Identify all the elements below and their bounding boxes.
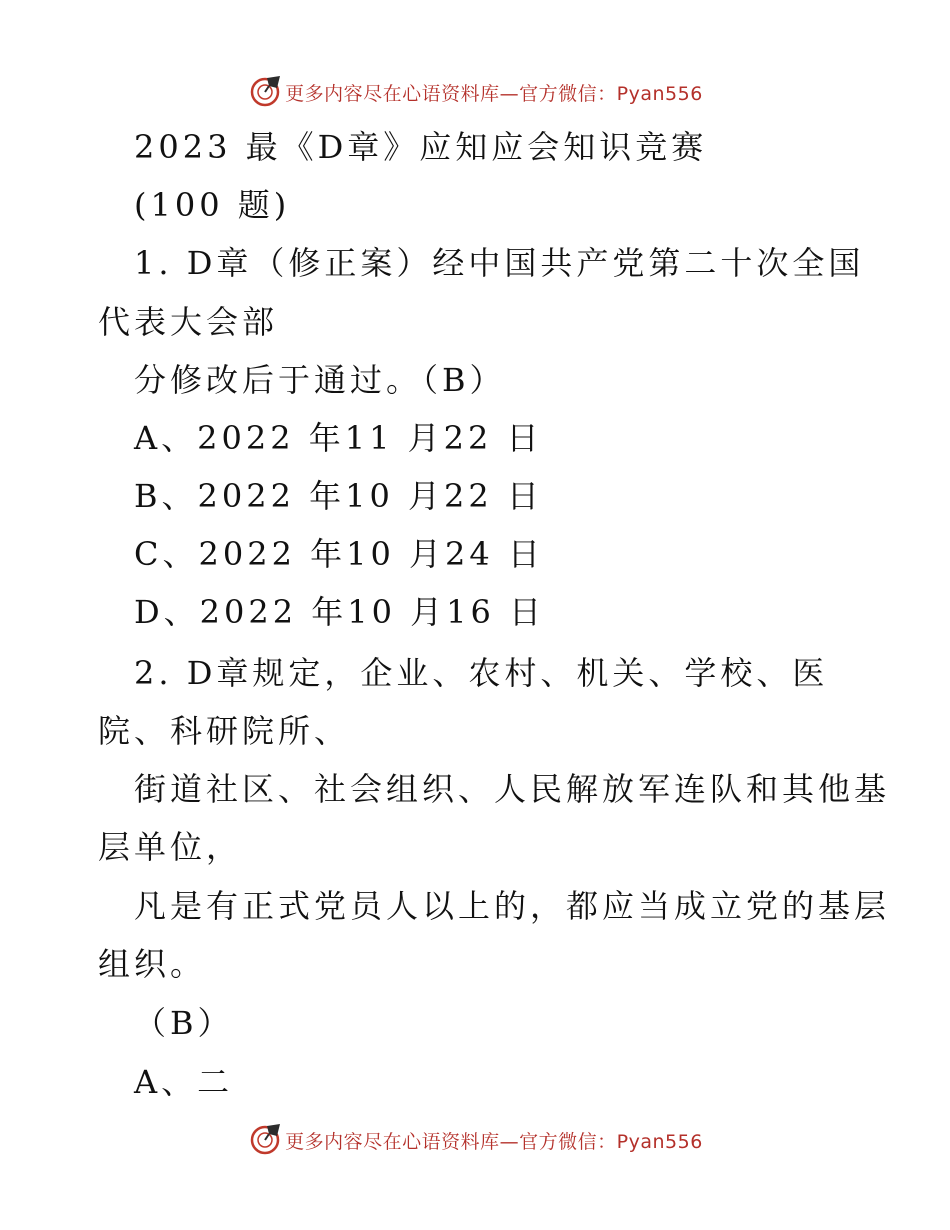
watermark-banner-bottom [0, 1120, 950, 1160]
question-1-text: 分修改后于通过。（B） [134, 361, 506, 399]
question-2-text: 院、科研院所、 [98, 712, 351, 750]
question-1-option-d: D、2022 年10 月16 日 [134, 593, 546, 631]
watermark-text: 更多内容尽在心语资料库—官方微信：Pyan556 [285, 1130, 703, 1153]
question-1-option-a: A、2022 年11 月22 日 [134, 419, 543, 457]
question-2-option-a: A、二 [134, 1063, 234, 1101]
pen-nib-seal-icon [247, 74, 283, 110]
question-2-answer: （B） [134, 1004, 234, 1042]
question-1-option-c: C、2022 年10 月24 日 [134, 535, 544, 573]
question-2-text: 2. D章规定，企业、农村、机关、学校、医 [134, 654, 829, 692]
question-2-text: 组织。 [98, 945, 207, 983]
question-1-option-b: B、2022 年10 月22 日 [134, 477, 543, 515]
question-2-text: 凡是有正式党员人以上的，都应当成立党的基层 [134, 887, 891, 925]
document-subtitle: (100 题) [134, 186, 291, 224]
document-title: 2023 最《D章》应知应会知识竞赛 [134, 128, 708, 166]
pen-nib-seal-icon [247, 1122, 283, 1158]
question-2-text: 层单位， [98, 828, 243, 866]
watermark-banner-top [0, 72, 950, 112]
question-1-text: 代表大会部 [98, 303, 279, 341]
watermark-text: 更多内容尽在心语资料库—官方微信：Pyan556 [285, 82, 703, 105]
question-1-text: 1. D章（修正案）经中国共产党第二十次全国 [134, 244, 865, 282]
question-2-text: 街道社区、社会组织、人民解放军连队和其他基 [134, 770, 891, 808]
